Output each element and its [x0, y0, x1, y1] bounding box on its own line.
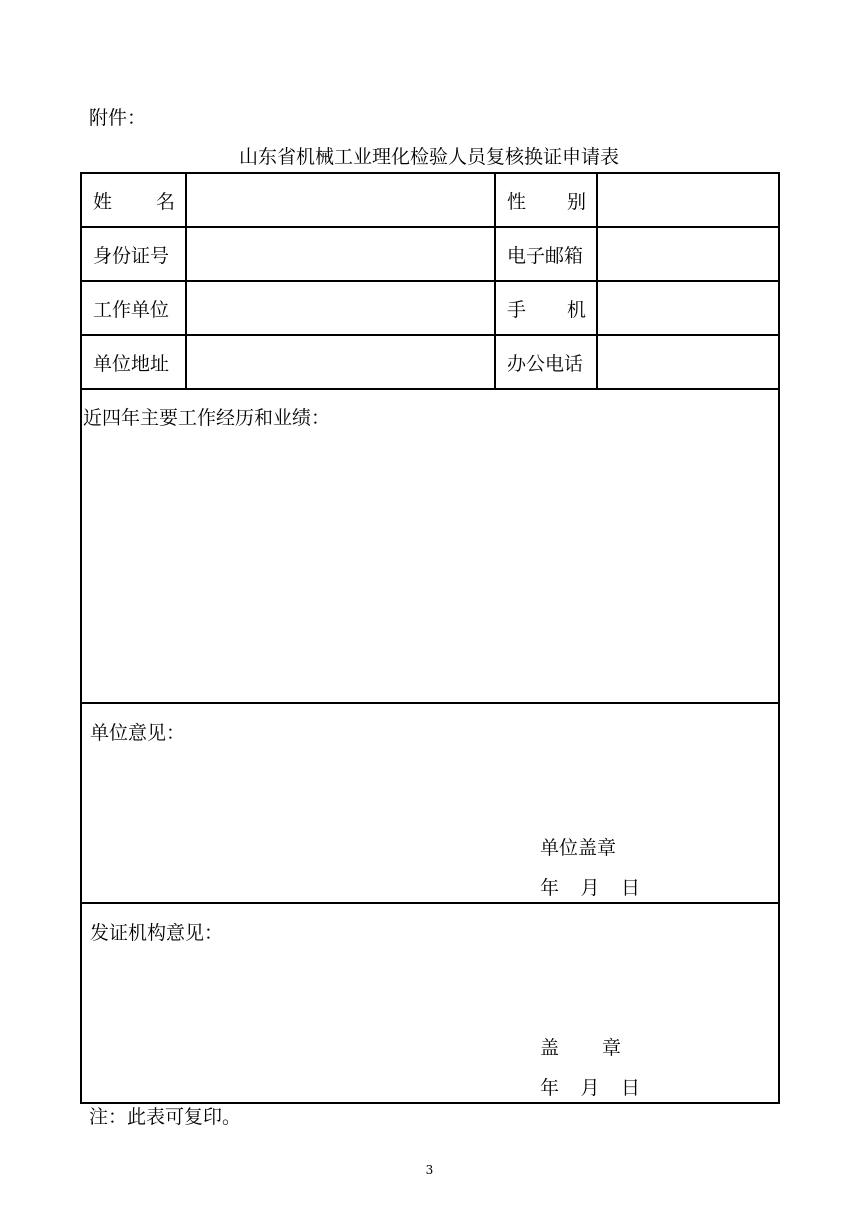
issuer-date-year: 年 — [540, 1077, 560, 1099]
unit-date-line — [540, 876, 640, 900]
issuer-date-month: 月 — [580, 1077, 600, 1099]
form-row-employer-mobile — [81, 281, 779, 335]
form-row-name-gender — [81, 173, 779, 227]
application-form-table — [80, 172, 780, 1104]
name-input-cell[interactable] — [186, 173, 495, 227]
issuer-opinion-label: 发证机构意见： — [90, 922, 224, 944]
unit-date-month: 月 — [580, 877, 600, 899]
email-label-cell — [495, 227, 597, 281]
address-input-cell[interactable] — [186, 335, 495, 389]
form-row-issuer-opinion — [81, 903, 779, 1103]
experience-cell[interactable] — [81, 389, 779, 703]
office-phone-input-cell[interactable] — [597, 335, 779, 389]
issuer-date-line — [540, 1076, 640, 1100]
employer-label: 工作单位 — [93, 298, 170, 321]
mobile-label-char-2: 机 — [566, 298, 586, 321]
email-label: 电子邮箱 — [507, 244, 584, 267]
page-number: 3 — [425, 1163, 434, 1177]
issuer-opinion-cell[interactable] — [81, 903, 779, 1103]
gender-label-char-1: 性 — [507, 190, 527, 213]
unit-opinion-cell[interactable] — [81, 703, 779, 903]
unit-date-day: 日 — [620, 877, 640, 899]
email-input-cell[interactable] — [597, 227, 779, 281]
issuer-stamp-line — [540, 1036, 621, 1060]
id-number-label-cell — [81, 227, 186, 281]
office-phone-label: 办公电话 — [507, 352, 584, 375]
issuer-stamp-char-2: 章 — [601, 1037, 621, 1059]
name-label-cell — [81, 173, 186, 227]
form-row-unit-opinion — [81, 703, 779, 903]
unit-stamp-label: 单位盖章 — [540, 837, 617, 859]
issuer-date-day: 日 — [620, 1077, 640, 1099]
employer-input-cell[interactable] — [186, 281, 495, 335]
address-label: 单位地址 — [93, 352, 170, 375]
form-row-address-phone — [81, 335, 779, 389]
address-label-cell — [81, 335, 186, 389]
form-row-experience — [81, 389, 779, 703]
form-row-id-email — [81, 227, 779, 281]
gender-input-cell[interactable] — [597, 173, 779, 227]
gender-label-char-2: 别 — [566, 190, 586, 213]
id-number-label: 身份证号 — [93, 244, 170, 267]
unit-date-year: 年 — [540, 877, 560, 899]
name-label-char-1: 姓 — [93, 190, 113, 213]
employer-label-cell — [81, 281, 186, 335]
unit-opinion-label: 单位意见： — [90, 722, 186, 744]
name-label-char-2: 名 — [155, 190, 175, 213]
mobile-label-char-1: 手 — [507, 298, 527, 321]
mobile-input-cell[interactable] — [597, 281, 779, 335]
mobile-label-cell — [495, 281, 597, 335]
id-number-input-cell[interactable] — [186, 227, 495, 281]
attachment-label: 附件： — [89, 107, 147, 129]
experience-label: 近四年主要工作经历和业绩： — [83, 407, 331, 429]
form-title: 山东省机械工业理化检验人员复核换证申请表 — [238, 146, 619, 168]
issuer-stamp-char-1: 盖 — [540, 1037, 560, 1059]
gender-label-cell — [495, 173, 597, 227]
footnote: 注：此表可复印。 — [89, 1106, 242, 1128]
office-phone-label-cell — [495, 335, 597, 389]
